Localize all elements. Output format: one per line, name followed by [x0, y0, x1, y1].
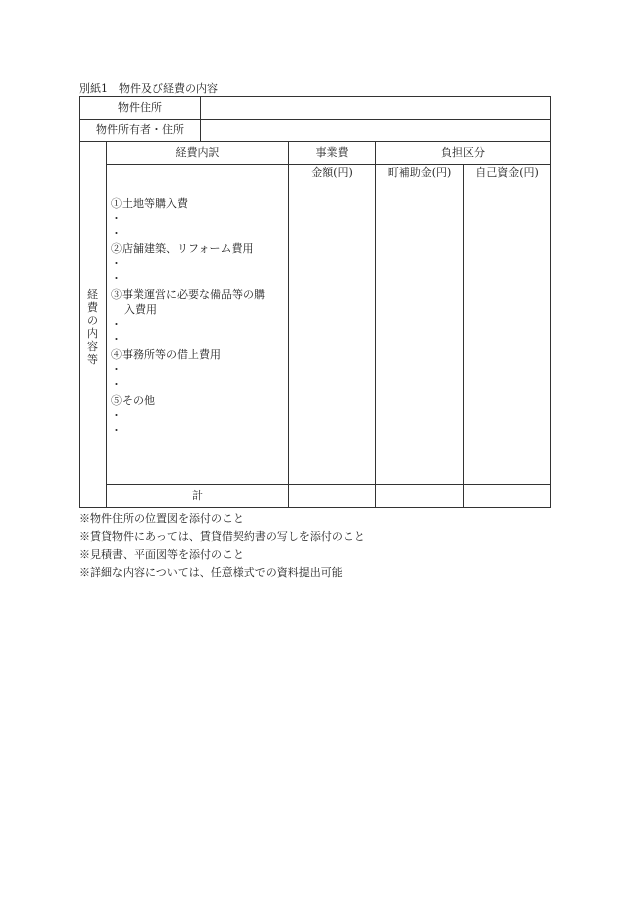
- item-1-bullet: ・: [111, 227, 122, 240]
- item-5-bullet: ・: [111, 409, 122, 422]
- table-line-vertical-label-col: [106, 141, 107, 508]
- item-1-label: ①土地等購入費: [111, 197, 188, 210]
- item-5-bullet: ・: [111, 424, 122, 437]
- table-line-label-col: [200, 96, 201, 141]
- property-address-label: 物件住所: [118, 101, 162, 114]
- header-project-cost: 事業費: [315, 146, 349, 159]
- table-border-top: [79, 96, 551, 97]
- vertical-label-char: 費: [87, 301, 98, 314]
- expense-contents-vertical-label: [79, 288, 106, 366]
- vertical-label-char: 内: [87, 327, 98, 340]
- item-3-bullet: ・: [111, 318, 122, 331]
- header-breakdown: 経費内訳: [175, 146, 220, 159]
- total-label: 計: [192, 489, 203, 502]
- note-item: ※賃貸物件にあっては、賃貸借契約書の写しを添付のこと: [79, 530, 365, 543]
- item-2-bullet: ・: [111, 272, 122, 285]
- item-3-label-continued: 入費用: [124, 303, 157, 316]
- header-town-subsidy: 町補助金(円): [387, 166, 452, 179]
- header-own-funds: 自己資金(円): [475, 166, 539, 179]
- table-border-right: [550, 96, 551, 508]
- table-line-cost-col: [288, 141, 289, 508]
- header-amount: 金額(円): [311, 166, 353, 179]
- table-border-bottom: [79, 507, 551, 508]
- item-1-bullet: ・: [111, 212, 122, 225]
- item-4-bullet: ・: [111, 363, 122, 376]
- note-item: ※物件住所の位置図を添付のこと: [79, 512, 244, 525]
- vertical-label-char: 等: [87, 353, 98, 366]
- vertical-label-char: 経: [87, 288, 98, 301]
- item-2-label: ②店舗建築、リフォーム費用: [111, 242, 254, 255]
- vertical-label-char: の: [87, 314, 98, 327]
- table-line-subsidy-col: [375, 141, 376, 508]
- page-title: 別紙1 物件及び経費の内容: [79, 82, 218, 95]
- item-4-label: ④事務所等の借上費用: [111, 348, 221, 361]
- vertical-label-char: 容: [87, 340, 98, 353]
- table-line-own-col: [463, 164, 464, 508]
- item-3-bullet: ・: [111, 333, 122, 346]
- owner-address-label: 物件所有者・住所: [96, 123, 184, 136]
- header-burden: 負担区分: [441, 146, 485, 159]
- note-item: ※詳細な内容については、任意様式での資料提出可能: [79, 566, 343, 579]
- item-3-label: ③事業運営に必要な備品等の購: [111, 288, 265, 301]
- table-line-header: [106, 164, 551, 165]
- table-line-total: [106, 484, 551, 485]
- table-line-row1: [79, 119, 551, 120]
- item-5-label: ⑤その他: [111, 394, 155, 407]
- item-2-bullet: ・: [111, 257, 122, 270]
- item-4-bullet: ・: [111, 378, 122, 391]
- note-item: ※見積書、平面図等を添付のこと: [79, 548, 244, 561]
- table-line-row2: [79, 141, 551, 142]
